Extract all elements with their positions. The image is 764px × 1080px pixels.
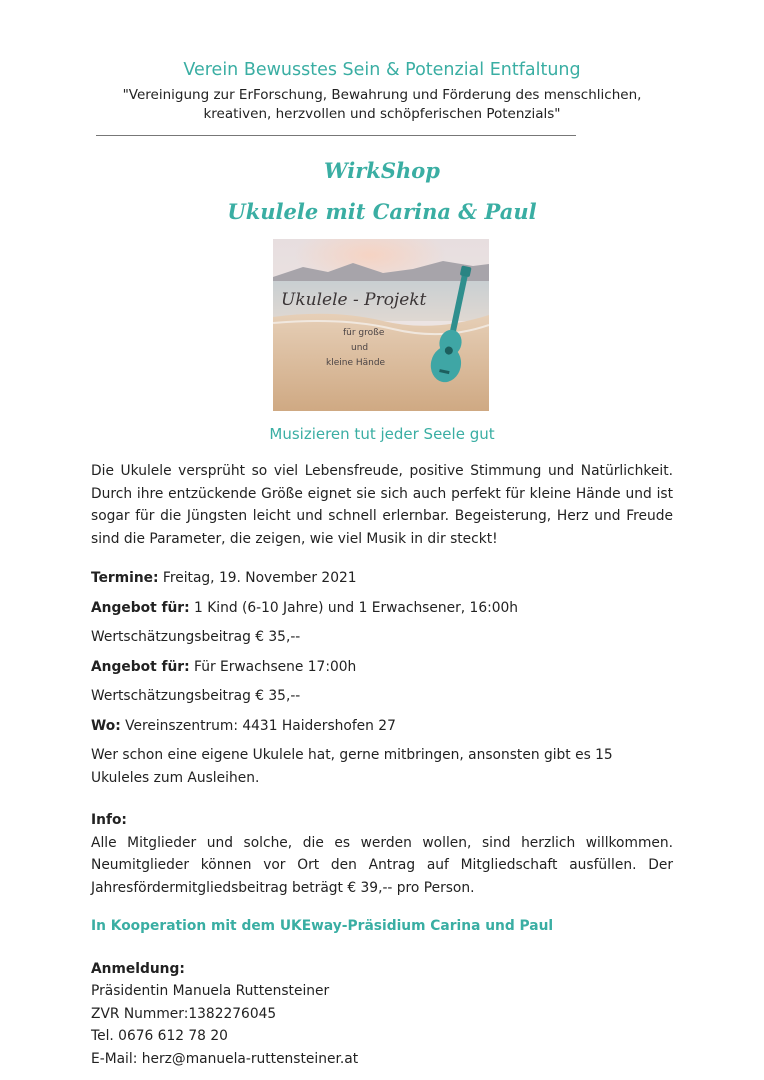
registration-phone: Tel. 0676 612 78 20 — [91, 1028, 228, 1044]
org-name: Verein Bewusstes Sein & Potenzial Entfaltung — [183, 60, 581, 80]
details-block — [91, 567, 673, 1070]
bring-note: Wer schon eine eigene Ukulele hat, gerne mitbringen, ansonsten gibt es 15 Ukuleles zum Ausleihen. — [91, 747, 613, 786]
info-paragraph: Alle Mitglieder und solche, die es werden wollen, sind herzlich willkommen. Neumitglieder können vor Ort den Antrag auf Mitgliedschaft ausfüllen. Der Jahresfördermitgliedsbeitrag beträgt € 39,-- pro Person. — [91, 834, 673, 896]
location-label: Wo: — [91, 717, 121, 734]
photo-caption: und — [351, 343, 369, 353]
org-tagline: kreativen, herzvollen und schöpferischen Potenzials" — [203, 106, 561, 122]
offer-value: 1 Kind (6-10 Jahre) und 1 Erwachsener, 16:00h — [189, 599, 519, 616]
header-divider — [96, 135, 576, 136]
offer-label: Angebot für: — [91, 599, 190, 616]
registration-email: E-Mail: herz@manuela-ruttensteiner.at — [91, 1050, 359, 1067]
registration-zvr: ZVR Nummer:1382276045 — [91, 1005, 277, 1022]
termine-value: Freitag, 19. November 2021 — [158, 570, 357, 586]
offer-label: Angebot für: — [91, 658, 190, 675]
photo-script-text: Ukulele - Projekt — [281, 290, 427, 310]
event-title: WirkShop — [324, 158, 440, 183]
motto: Musizieren tut jeder Seele gut — [269, 425, 495, 443]
photo-caption: kleine Hände — [326, 358, 386, 368]
info-label: Info: — [91, 812, 127, 828]
ukulele-photo — [273, 239, 489, 411]
offer-value: Für Erwachsene 17:00h — [189, 658, 357, 675]
termine-label: Termine: — [91, 570, 159, 586]
event-subtitle: Ukulele mit Carina & Paul — [227, 199, 537, 224]
intro-paragraph: Die Ukulele versprüht so viel Lebensfreude, positive Stimmung und Natürlichkeit. Durch ihre entzückende Größe eignet sie sich auch perfekt für kleine Hände und ist sogar für die Jüngsten leicht und schnell erlernbar. Begeisterung, Herz und Freude sind die Parameter, die zeigen, wie viel Musik in dir steckt! — [91, 463, 673, 547]
registration-label: Anmeldung: — [91, 960, 185, 977]
offer-fee: Wertschätzungsbeitrag € 35,-- — [91, 629, 301, 645]
photo-caption: für große — [343, 328, 385, 338]
org-tagline: "Vereinigung zur ErForschung, Bewahrung und Förderung des menschlichen, — [122, 87, 642, 103]
offer-fee: Wertschätzungsbeitrag € 35,-- — [91, 688, 301, 704]
cooperation-note: In Kooperation mit dem UKEway-Präsidium Carina und Paul — [91, 918, 554, 934]
registration-name: Präsidentin Manuela Ruttensteiner — [91, 983, 330, 999]
location-value: Vereinszentrum: 4431 Haidershofen 27 — [120, 717, 396, 734]
